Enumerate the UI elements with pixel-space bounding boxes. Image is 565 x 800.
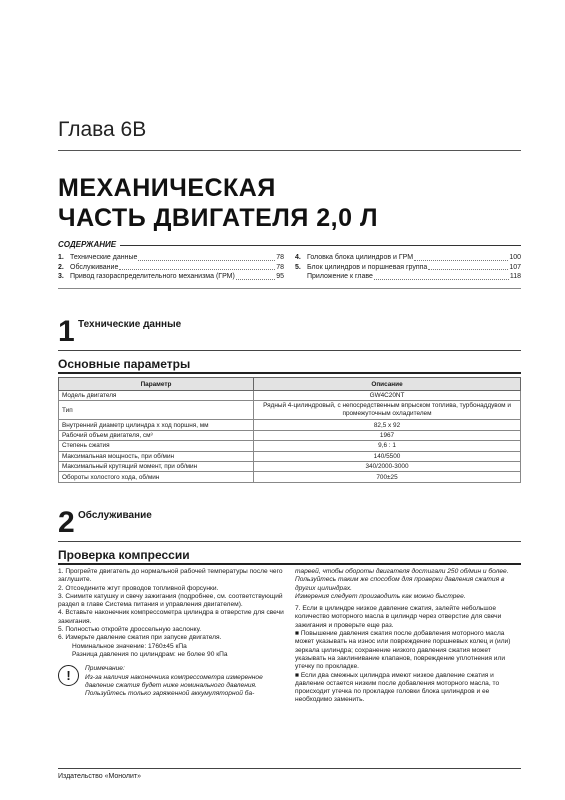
param-value: GW4C20NT bbox=[254, 391, 521, 401]
section-title: Технические данные bbox=[78, 319, 182, 330]
table-of-contents bbox=[58, 240, 521, 285]
param-name: Рабочий объем двигателя, см³ bbox=[59, 430, 254, 440]
subsection-rule bbox=[58, 563, 521, 565]
toc-page: 78 bbox=[276, 254, 284, 261]
publisher-footer: Издательство «Монолит» bbox=[58, 773, 142, 780]
table-row bbox=[59, 472, 521, 482]
param-name: Тип bbox=[59, 401, 254, 420]
param-value: 1967 bbox=[254, 430, 521, 440]
title-line-2: ЧАСТЬ ДВИГАТЕЛЯ 2,0 Л bbox=[58, 204, 378, 232]
toc-entry[interactable] bbox=[295, 272, 521, 282]
toc-num: 3. bbox=[58, 273, 64, 280]
toc-leader bbox=[119, 263, 275, 271]
table-row bbox=[59, 441, 521, 451]
note-title: Примечание: bbox=[85, 665, 125, 673]
param-value: 82,5 х 92 bbox=[254, 420, 521, 430]
toc-leader bbox=[414, 253, 508, 261]
section-2-header bbox=[58, 506, 521, 539]
param-name: Максимальный крутящий момент, при об/мин bbox=[59, 461, 254, 471]
toc-entry[interactable] bbox=[58, 272, 284, 282]
toc-leader bbox=[138, 253, 275, 261]
section-number: 1 bbox=[58, 315, 75, 348]
step-3: 3. Снимите катушку и свечу зажигания (подробнее, см. соответствующий раздел в главе Система питания и управления двигателем). bbox=[58, 592, 283, 609]
column-header: Описание bbox=[254, 378, 521, 391]
toc-text: Головка блока цилиндров и ГРМ bbox=[307, 254, 414, 261]
note-continuation: тареей, чтобы обороты двигателя достигали 250 об/мин и более. bbox=[295, 568, 509, 575]
contents-title: СОДЕРЖАНИЕ bbox=[58, 240, 120, 249]
toc-left-column bbox=[58, 253, 284, 282]
toc-num: 1. bbox=[58, 254, 64, 261]
param-value: Рядный 4-цилиндровый, с непосредственным впрыском топлива, турбонаддувом и промежуточным охладителем bbox=[254, 401, 521, 420]
toc-num: 2. bbox=[58, 263, 64, 271]
toc-entry[interactable] bbox=[295, 253, 521, 263]
section-rule bbox=[58, 350, 521, 351]
toc-entry[interactable] bbox=[295, 263, 521, 273]
step-5: 5. Полностью откройте дроссельную заслонку. bbox=[58, 626, 202, 634]
toc-num: 4. bbox=[295, 254, 301, 261]
pressure-difference: Разница давления по цилиндрам: не более 90 кПа bbox=[72, 650, 228, 658]
toc-num: 5. bbox=[295, 263, 301, 271]
step-4: 4. Вставьте наконечник компрессометра цилиндра в отверстие для свечи зажигания. bbox=[58, 609, 284, 625]
toc-text: Приложение к главе bbox=[307, 273, 373, 280]
note-text-continued: Пользуйтесь только заряженной аккумуляторной ба- bbox=[85, 690, 255, 698]
toc-leader bbox=[374, 272, 509, 280]
table-row bbox=[59, 401, 521, 420]
note-content bbox=[85, 665, 284, 698]
step-1: 1. Прогрейте двигатель до нормальной рабочей температуры после чего заглушите. bbox=[58, 568, 283, 584]
note-text: Из-за наличия наконечника компрессометра измеренное давление сжатия будет ниже номинального давления. bbox=[85, 673, 263, 689]
contents-top-rule bbox=[58, 245, 521, 246]
warning-icon: ! bbox=[58, 665, 79, 686]
toc-entry[interactable] bbox=[58, 263, 284, 273]
note-box bbox=[58, 665, 284, 698]
table-row bbox=[59, 461, 521, 471]
table-row bbox=[59, 420, 521, 430]
toc-text: Привод газораспределительного механизма (ГРМ) bbox=[70, 273, 235, 280]
section-title: Обслуживание bbox=[78, 510, 152, 521]
step-7: 7. Если в цилиндре низкое давление сжатия, залейте небольшое количество моторного масла в цилиндр через отверстие для свечи зажигания и проверьте еще раз. bbox=[295, 605, 502, 629]
param-name: Модель двигателя bbox=[59, 391, 254, 401]
param-name: Максимальная мощность, при об/мин bbox=[59, 451, 254, 461]
toc-page: 107 bbox=[509, 263, 521, 271]
page-title bbox=[58, 173, 378, 233]
param-value: 9,6 : 1 bbox=[254, 441, 521, 451]
toc-leader bbox=[428, 263, 508, 271]
chapter-label: Глава 6В bbox=[58, 118, 147, 141]
toc-entry[interactable] bbox=[58, 253, 284, 263]
subsection-title: Проверка компрессии bbox=[58, 548, 190, 562]
parameters-table bbox=[58, 377, 521, 483]
column-header: Параметр bbox=[59, 378, 254, 391]
chapter-divider bbox=[58, 150, 521, 151]
toc-text: Технические данные bbox=[70, 254, 138, 261]
table-row bbox=[59, 391, 521, 401]
toc-page: 95 bbox=[276, 273, 284, 280]
footer-rule bbox=[58, 768, 521, 769]
bullet-1: ■ Повышение давления сжатия после добавления моторного масла может указывать на износ или повреждение поршневых колец и (или) зеркала цилиндра; сохранение низкого давления сжатия может указывать на заклинивание клапанов, повреждение уплотнения или утечку по прокладке. bbox=[295, 630, 511, 671]
toc-page: 100 bbox=[509, 254, 521, 261]
toc-num bbox=[295, 272, 307, 282]
toc-page: 78 bbox=[276, 263, 284, 271]
toc-text: Обслуживание bbox=[70, 263, 119, 271]
section-number: 2 bbox=[58, 506, 75, 539]
bullet-2: ■ Если два смежных цилиндра имеют низкое давление сжатия и давление остается низким после добавления моторного масла, то происходит утечка по прокладке головки блока цилиндров и ее необходимо заменить. bbox=[295, 671, 500, 704]
title-line-1: МЕХАНИЧЕСКАЯ bbox=[58, 174, 276, 202]
note-other-cylinders: Пользуйтесь таким же способом для проверки давления сжатия в других цилиндрах. bbox=[295, 576, 505, 592]
param-name: Степень сжатия bbox=[59, 441, 254, 451]
left-text-column bbox=[58, 568, 284, 698]
param-name: Внутренний диаметр цилиндра х ход поршня, мм bbox=[59, 420, 254, 430]
toc-leader bbox=[236, 272, 275, 280]
nominal-value: Номинальное значение: 1760±45 кПа bbox=[72, 642, 187, 650]
table-header-row bbox=[59, 378, 521, 391]
section-rule bbox=[58, 541, 521, 542]
step-6: 6. Измерьте давление сжатия при запуске двигателя. bbox=[58, 634, 222, 642]
param-value: 340/2000-3000 bbox=[254, 461, 521, 471]
subsection-rule bbox=[58, 372, 521, 374]
table-row bbox=[59, 430, 521, 440]
table-row bbox=[59, 451, 521, 461]
subsection-title: Основные параметры bbox=[58, 357, 191, 371]
step-2: 2. Отсоедините жгут проводов топливной форсунки. bbox=[58, 584, 219, 592]
toc-page: 118 bbox=[509, 273, 521, 280]
param-value: 140/5500 bbox=[254, 451, 521, 461]
param-value: 700±25 bbox=[254, 472, 521, 482]
contents-bottom-rule bbox=[58, 288, 521, 289]
section-1-header bbox=[58, 315, 521, 348]
toc-text: Блок цилиндров и поршневая группа bbox=[307, 263, 428, 271]
param-name: Обороты холостого хода, об/мин bbox=[59, 472, 254, 482]
note-speed: Измерения следует производить как можно быстрее. bbox=[295, 592, 466, 600]
toc-right-column bbox=[295, 253, 521, 282]
right-text-column bbox=[295, 568, 521, 705]
